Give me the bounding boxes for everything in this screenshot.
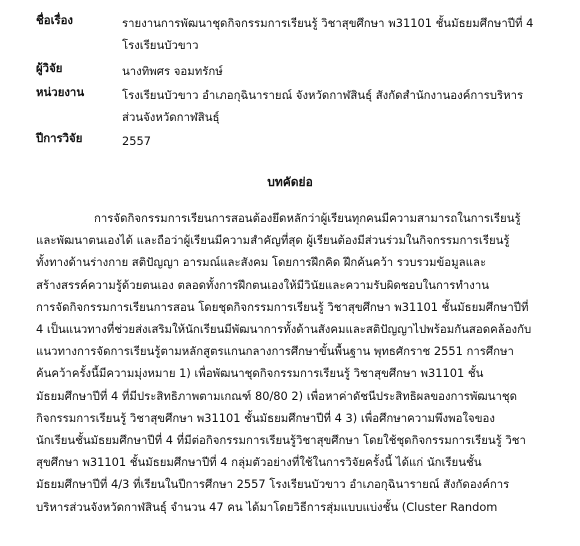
abstract-paragraph xyxy=(36,207,561,518)
meta-title-row xyxy=(36,12,562,56)
meta-title-line: รายงานการพัฒนาชุดกิจกรรมการเรียนรู้ วิชาสุขศึกษา พ31101 ชั้นมัธยมศึกษาปีที่ 4 xyxy=(122,16,534,30)
paragraph-line: และพัฒนาตนเองได้ และถือว่าผู้เรียนมีความสำคัญที่สุด ผู้เรียนต้องมีส่วนร่วมในกิจกรรมการเรียนรู้ xyxy=(36,233,510,248)
meta-title-label: ชื่อเรื่อง xyxy=(36,13,73,27)
paragraph-line: แนวทางการจัดการเรียนรู้ตามหลักสูตรแกนกลางการศึกษาขั้นพื้นฐาน พุทธศักราช 2551 การศึกษา xyxy=(36,344,514,359)
paragraph-line: มัธยมศึกษาปีที่ 4/3 ที่เรียนในปีการศึกษา 2557 โรงเรียนบัวขาว อำเภอกุฉินารายณ์ สังกัดองค์การ xyxy=(36,477,510,492)
meta-researcher-label: ผู้วิจัย xyxy=(36,61,63,75)
paragraph-line: มัธยมศึกษาปีที่ 4 ที่มีประสิทธิภาพตามเกณฑ์ 80/80 2) เพื่อหาค่าดัชนีประสิทธิผลของการพัฒนาชุด xyxy=(36,388,518,403)
meta-organization-row xyxy=(36,84,562,128)
paragraph-line: นักเรียนชั้นมัธยมศึกษาปีที่ 4 ที่มีต่อกิจกรรมการเรียนรู้วิชาสุขศึกษา โดยใช้ชุดกิจกรรมการเรียนรู้ วิชา xyxy=(36,433,526,448)
paragraph-line: 4 เป็นแนวทางที่ช่วยส่งเสริมให้นักเรียนมีพัฒนาการทั้งด้านสังคมและสติปัญญาไปพร้อมกันสอดคล้องกับ xyxy=(36,322,532,337)
meta-organization-value xyxy=(122,84,562,128)
meta-title-value xyxy=(122,12,562,56)
paragraph-line: กิจกรรมการเรียนรู้ วิชาสุขศึกษา พ31101 ชั้นมัธยมศึกษาปีที่ 4 3) เพื่อศึกษาความพึงพอใจของ xyxy=(36,410,495,425)
meta-year-label: ปีการวิจัย xyxy=(36,131,83,145)
paragraph-line: บริหารส่วนจังหวัดกาฬสินธุ์ จำนวน 47 คน ได้มาโดยวิธีการสุ่มแบบแบ่งชั้น (Cluster Random xyxy=(36,499,498,514)
paragraph-line: การจัดกิจกรรมการเรียนการสอน โดยชุดกิจกรรมการเรียนรู้ วิชาสุขศึกษา พ31101 ชั้นมัธยมศึกษาปีที่ xyxy=(36,299,529,314)
meta-year-value xyxy=(122,130,562,152)
paragraph-line: สร้างสรรค์ความรู้ด้วยตนเอง ตลอดทั้งการฝึกตนเองให้มีวินัยและความรับผิดชอบในการทำงาน xyxy=(36,277,490,292)
meta-year-line: 2557 xyxy=(122,134,151,148)
paragraph-line: ทั้งทางด้านร่างกาย สติปัญญา อารมณ์และสังคม โดยการฝึกคิด ฝึกค้นคว้า รวบรวมข้อมูลและ xyxy=(36,255,487,270)
meta-organization-line: โรงเรียนบัวขาว อำเภอกุฉินารายณ์ จังหวัดกาฬสินธุ์ สังกัดสำนักงานองค์การบริหาร xyxy=(122,88,524,102)
meta-year-row xyxy=(36,130,562,152)
meta-researcher-value xyxy=(122,60,562,82)
meta-organization-label: หน่วยงาน xyxy=(36,85,85,99)
paragraph-line: การจัดกิจกรรมการเรียนการสอนต้องยึดหลักว่าผู้เรียนทุกคนมีความสามารถในการเรียนรู้ xyxy=(94,211,521,225)
meta-organization-line: ส่วนจังหวัดกาฬสินธุ์ xyxy=(122,110,220,124)
meta-title-line: โรงเรียนบัวขาว xyxy=(122,38,199,52)
meta-researcher-row xyxy=(36,60,562,82)
meta-researcher-line: นางทิพศร จอมทรักษ์ xyxy=(122,64,223,78)
abstract-heading: บทคัดย่อ xyxy=(267,175,313,189)
paragraph-line: สุขศึกษา พ31101 ชั้นมัธยมศึกษาปีที่ 4 กลุ่มตัวอย่างที่ใช้ในการวิจัยครั้งนี้ ได้แก่ นักเรียนชั้น xyxy=(36,455,482,470)
paragraph-line: ค้นคว้าครั้งนี้มีความมุ่งหมาย 1) เพื่อพัฒนาชุดกิจกรรมการเรียนรู้ วิชาสุขศึกษา พ31101 ชั้น xyxy=(36,366,484,381)
